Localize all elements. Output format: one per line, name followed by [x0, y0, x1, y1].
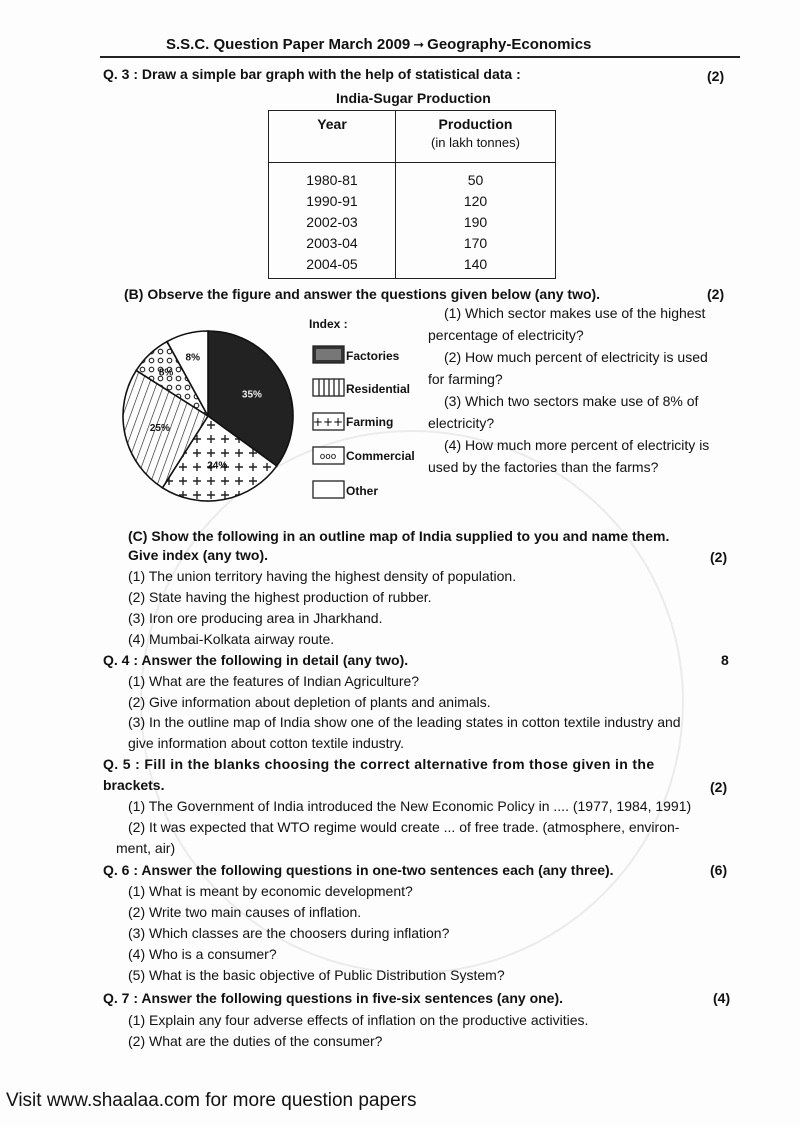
legend-swatch-residential	[312, 378, 346, 398]
header-left: S.S.C. Question Paper March 2009	[166, 36, 411, 53]
legend-label-factories: Factories	[346, 349, 400, 363]
col-production: Production (in lakh tonnes)	[396, 111, 556, 163]
pie-label-factories: 35%	[241, 389, 262, 401]
legend-label-farming: Farming	[346, 415, 394, 429]
list-item: (2) State having the highest production of rubber.	[128, 589, 432, 605]
qb-question-line: (2) How much percent of electricity is used	[444, 349, 708, 365]
list-item: (2) Write two main causes of inflation.	[128, 904, 362, 920]
list-item: (4) Mumbai-Kolkata airway route.	[128, 631, 335, 647]
qb-question-line: electricity?	[428, 415, 495, 431]
table-row: 1990-91 120	[269, 190, 556, 211]
q4-title: Q. 4 : Answer the following in detail (any two).	[103, 652, 409, 668]
q5-marks: (2)	[710, 779, 728, 795]
list-item: (1) What are the features of Indian Agriculture?	[128, 673, 420, 689]
legend-swatch-other	[312, 480, 346, 500]
list-item: (2) It was expected that WTO regime would create ... of free trade. (atmosphere, environ-	[128, 819, 680, 835]
legend-label-residential: Residential	[346, 382, 411, 396]
qb-question-line: percentage of electricity?	[428, 327, 584, 343]
q5-line2: brackets.	[103, 777, 165, 793]
list-item: (5) What is the basic objective of Public Distribution System?	[128, 967, 505, 983]
list-item: (4) Who is a consumer?	[128, 946, 277, 962]
sugar-table	[268, 110, 556, 279]
qc-marks: (2)	[710, 549, 728, 565]
q7-marks: (4)	[713, 990, 731, 1006]
list-item: (3) In the outline map of India show one of the leading states in cotton textile industry and	[128, 714, 681, 730]
pie-label-other: 8%	[185, 352, 201, 364]
qb-marks: (2)	[707, 286, 725, 302]
col-year: Year	[269, 111, 396, 163]
qc-line1: (C) Show the following in an outline map of India supplied to you and name them.	[128, 528, 670, 544]
page-header	[166, 36, 591, 53]
qc-line2: Give index (any two).	[128, 547, 269, 563]
q6-title: Q. 6 : Answer the following questions in one-two sentences each (any three).	[103, 862, 614, 878]
legend-label-other: Other	[346, 484, 379, 498]
pie-label-commercial: 8%	[158, 367, 174, 379]
list-item: (3) Which classes are the choosers during inflation?	[128, 925, 450, 941]
pie-label-farming: 24%	[207, 460, 228, 472]
footer-text: Visit www.shaalaa.com for more question papers	[6, 1090, 417, 1111]
list-item: (2) Give information about depletion of plants and animals.	[128, 694, 491, 710]
list-item: (3) Iron ore producing area in Jharkhand.	[128, 610, 383, 626]
legend-index-label: Index :	[309, 317, 348, 331]
svg-text:+++: +++	[312, 415, 344, 429]
arrow-right-icon: ➞	[413, 37, 425, 52]
pie-label-residential: 25%	[149, 422, 170, 434]
qb-title: (B) Observe the figure and answer the questions given below (any two).	[124, 286, 601, 302]
list-item-continued: ment, air)	[116, 840, 176, 856]
header-rule	[100, 56, 740, 58]
header-right: Geography-Economics	[427, 36, 592, 53]
list-item: (1) The union territory having the highest density of population.	[128, 568, 517, 584]
svg-text:ooo: ooo	[319, 452, 337, 462]
list-item: give information about cotton textile industry.	[128, 735, 405, 751]
qb-question-line: (3) Which two sectors make use of 8% of	[444, 393, 699, 409]
qb-question-line: (4) How much more percent of electricity is	[444, 437, 710, 453]
qb-question-line: for farming?	[428, 371, 503, 387]
table-row: 2002-03 190	[269, 211, 556, 232]
legend-swatch-commercial	[312, 446, 346, 466]
table-title: India-Sugar Production	[336, 90, 491, 106]
qb-question-line: (1) Which sector makes use of the highest	[444, 305, 706, 321]
table-row: 2003-04 170	[269, 232, 556, 253]
qb-question-line: used by the factories than the farms?	[428, 459, 659, 475]
list-item: (1) What is meant by economic development?	[128, 883, 413, 899]
q7-title: Q. 7 : Answer the following questions in five-six sentences (any one).	[103, 990, 564, 1006]
legend-swatch-factories	[312, 345, 346, 365]
q6-marks: (6)	[710, 862, 728, 878]
list-item: (2) What are the duties of the consumer?	[128, 1033, 383, 1049]
q5-line1: Q. 5 : Fill in the blanks choosing the correct alternative from those given in the	[103, 756, 655, 772]
list-item: (1) Explain any four adverse effects of inflation on the productive activities.	[128, 1012, 589, 1028]
legend-label-commercial: Commercial	[346, 449, 415, 463]
list-item: (1) The Government of India introduced the New Economic Policy in .... (1977, 1984, 1991)	[128, 798, 692, 814]
q3-title: Q. 3 : Draw a simple bar graph with the help of statistical data :	[103, 66, 521, 82]
table-row: 1980-81 50	[269, 163, 556, 191]
q4-marks: 8	[721, 652, 729, 668]
q3-marks: (2)	[707, 68, 725, 84]
legend-swatch-farming	[312, 412, 346, 432]
table-row: 2004-05 140	[269, 253, 556, 279]
